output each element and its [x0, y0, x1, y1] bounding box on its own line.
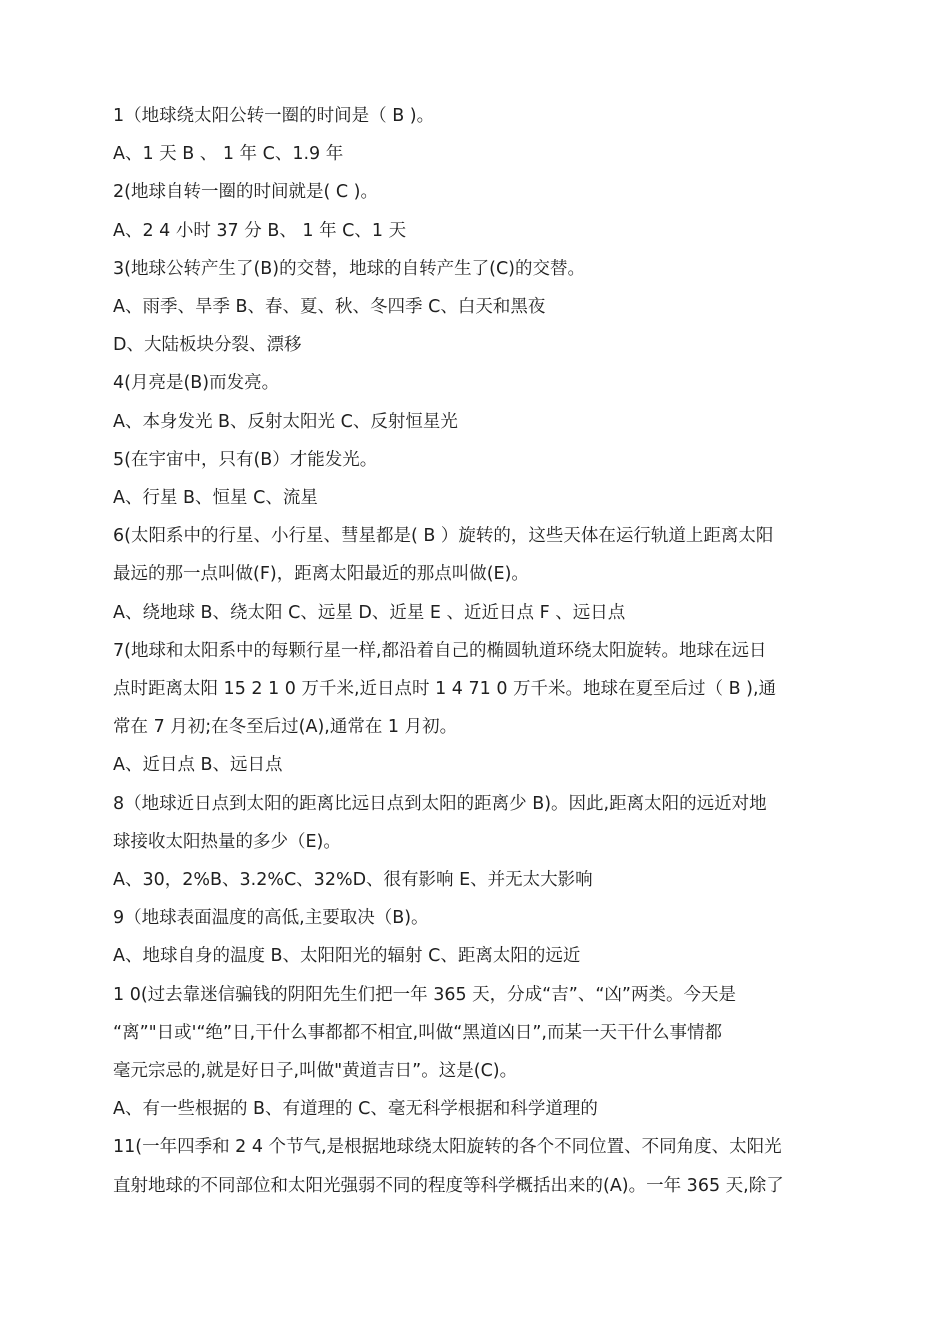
- text-line: 点时距离太阳 15 2 1 0 万千米,近日点时 1 4 71 0 万千米。地球在夏至后过（ B ),通: [113, 679, 777, 700]
- text-line: A、有一些根据的 B、有道理的 C、毫无科学根据和科学道理的: [113, 1099, 598, 1120]
- text-line: A、近日点 B、远日点: [113, 755, 283, 776]
- text-line: 7(地球和太阳系中的每颗行星一样,都沿着自己的椭圆轨道环绕太阳旋转。地球在远日: [113, 640, 767, 661]
- text-line: 最远的那一点叫做(F)，距离太阳最近的那点叫做(E)。: [113, 564, 529, 585]
- text-line: D、大陆板块分裂、漂移: [113, 335, 302, 356]
- text-line: 11(一年四季和 2 4 个节气,是根据地球绕太阳旋转的各个不同位置、不同角度、太阳光: [113, 1137, 782, 1158]
- text-line: 6(太阳系中的行星、小行星、彗星都是( B ）旋转的，这些天体在运行轨道上距离太阳: [113, 526, 774, 547]
- text-line: 2(地球自转一圈的时间就是( C )。: [113, 182, 378, 203]
- text-line: A、1 天 B 、 1 年 C、1.9 年: [113, 144, 344, 165]
- text-line: 1 0(过去靠迷信骗钱的阴阳先生们把一年 365 天，分成“吉”、“凶”两类。今天是: [113, 984, 736, 1005]
- text-line: A、绕地球 B、绕太阳 C、远星 D、近星 E 、近近日点 F 、远日点: [113, 602, 626, 623]
- text-line: 1（地球绕太阳公转一圈的时间是（ B )。: [113, 106, 435, 126]
- text-line: A、地球自身的温度 B、太阳阳光的辐射 C、距离太阳的远近: [113, 946, 581, 967]
- text-line: 3(地球公转产生了(B)的交替，地球的自转产生了(C)的交替。: [113, 258, 585, 279]
- text-line: 毫元宗忌的,就是好日子,叫做"黄道吉日”。这是(C)。: [113, 1061, 518, 1082]
- text-line: “离”"日或'“绝”日,干什么事都都不相宜,叫做“黑道凶日”,而某一天干什么事情都: [113, 1022, 722, 1043]
- text-line: A、行星 B、恒星 C、流星: [113, 488, 318, 509]
- text-line: A、30，2%B、3.2%C、32%D、很有影响 E、并无太大影响: [113, 870, 593, 891]
- text-line: 9（地球表面温度的高低,主要取决（B)。: [113, 908, 429, 929]
- text-line: A、雨季、旱季 B、春、夏、秋、冬四季 C、白天和黑夜: [113, 297, 546, 318]
- text-line: 8（地球近日点到太阳的距离比远日点到太阳的距离少 B)。因此,距离太阳的远近对地: [113, 793, 767, 814]
- text-line: 4(月亮是(B)而发亮。: [113, 373, 280, 394]
- document-body: [113, 97, 843, 1205]
- text-line: A、2 4 小时 37 分 B、 1 年 C、1 天: [113, 220, 407, 241]
- text-line: A、本身发光 B、反射太阳光 C、反射恒星光: [113, 411, 458, 432]
- text-line: 球接收太阳热量的多少（E)。: [113, 831, 341, 852]
- text-line: 常在 7 月初;在冬至后过(A),通常在 1 月初。: [113, 717, 458, 738]
- text-line: 5(在宇宙中，只有(B）才能发光。: [113, 449, 378, 470]
- text-line: 直射地球的不同部位和太阳光强弱不同的程度等科学概括出来的(A)。一年 365 天,除了: [113, 1175, 784, 1196]
